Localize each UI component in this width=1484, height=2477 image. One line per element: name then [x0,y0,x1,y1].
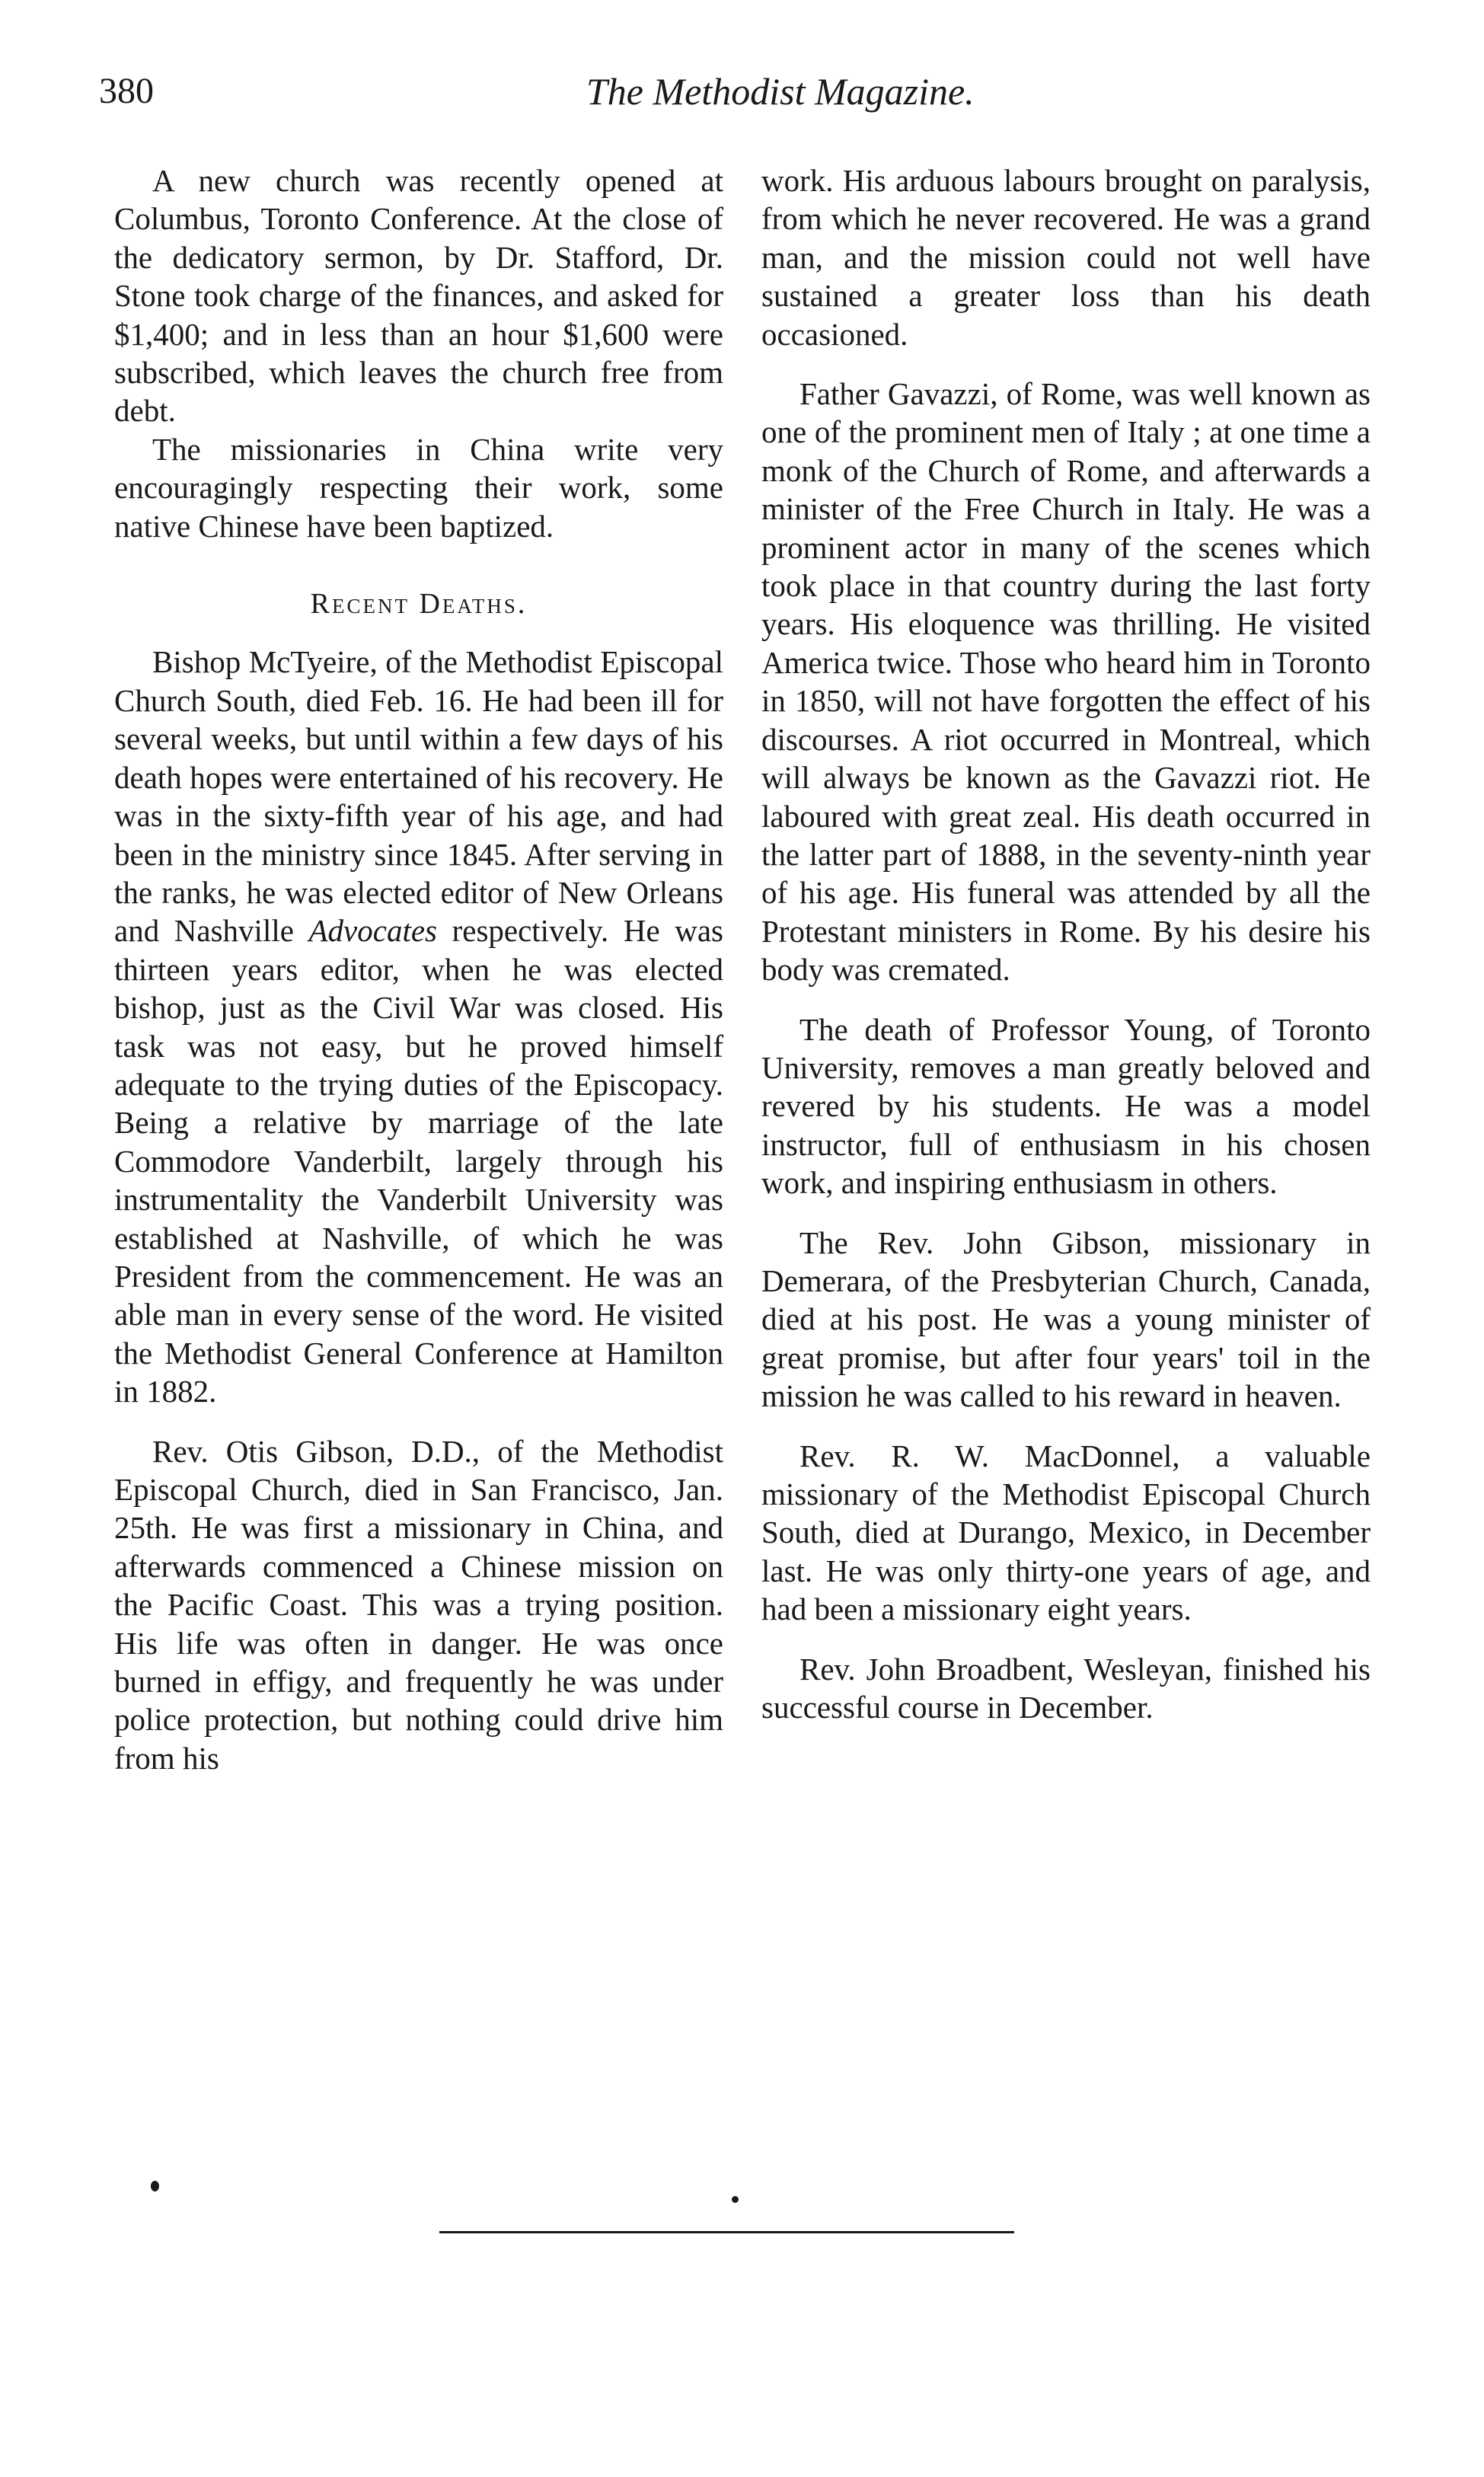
text-run: Bishop McTyeire, of the Methodist Episcopal Church South, died Feb. 16. He had been ill for several weeks, but until within a few days of his death hopes were entertained of his recovery. He was in the sixty-fifth year of his age, and had been in the ministry since 1845. After serving in the ranks, he was elected editor of New Orleans and Nashville [114,644,723,949]
paragraph-john-broadbent: Rev. John Broadbent, Wesleyan, finished his successful course in December. [761,1651,1371,1725]
italic-title: Advocates [308,913,437,949]
footer-rule [439,2231,1014,2233]
paragraph-john-gibson: The Rev. John Gibson, missionary in Demerara, of the Presbyterian Church, Canada, died at his post. He was a young minister of great promise, but after four years' toil in the mission he was called to his reward in heaven. [761,1224,1371,1414]
running-title: The Methodist Magazine. [586,70,975,113]
paragraph-macdonnel: Rev. R. W. MacDonnel, a valuable missionary of the Methodist Episcopal Church South, died at Durango, Mexico, in December last. He was only thirty-one years of age, and had been a missionary eight years. [761,1438,1371,1627]
paragraph-bishop-mctyeire [114,643,723,1410]
ink-speck [151,2181,159,2191]
page-number: 380 [99,71,154,111]
left-column [114,161,723,1777]
paragraph-otis-gibson: Rev. Otis Gibson, D.D., of the Methodist Episcopal Church, died in San Francisco, Jan. 25th. He was first a missionary in China, and afterwards commenced a Chinese mission on the Pacific Coast. This was a trying position. His life was often in danger. He was once burned in effigy, and frequently he was under police protection, but nothing could drive him from his [114,1433,723,1776]
paragraph-continued: work. His arduous labours brought on paralysis, from which he never recovered. He was a grand man, and the mission could not well have sustained a greater loss than his death occasioned. [761,163,1371,352]
paragraph-father-gavazzi: Father Gavazzi, of Rome, was well known as one of the prominent men of Italy ; at one time a monk of the Church of Rome, and afterwards a minister of the Free Church in Italy. He was a prominent actor in many of the scenes which took place in that country during the last forty years. His eloquence was thrilling. He visited America twice. Those who heard him in Toronto in 1850, will not have forgotten the effect of his discourses. A riot occurred in Montreal, which will always be known as the Gavazzi riot. He laboured with great zeal. His death occurred in the latter part of 1888, in the seventy-ninth year of his age. His funeral was attended by all the Protestant ministers in Rome. By his desire his body was cremated. [761,376,1371,988]
text-run: respectively. He was thirteen years editor, when he was elected bishop, just as the Civil War was closed. His task was not easy, but he proved himself adequate to the trying duties of the Episcopacy. Being a relative by marriage of the late Commodore Vanderbilt, largely through his instrumentality the Vanderbilt University was established at Nashville, of which he was President from the commencement. He was an able man in every sense of the word. He visited the Methodist General Conference at Hamilton in 1882. [114,913,723,1409]
section-heading-recent-deaths: Recent Deaths. [310,588,528,621]
paragraph-columbus-church: A new church was recently opened at Columbus, Toronto Conference. At the close of the dedicatory sermon, by Dr. Stafford, Dr. Stone took charge of the finances, and asked for $1,400; and in less than an hour $1,600 were subscribed, which leaves the church free from debt. [114,163,723,429]
right-column [761,161,1371,1726]
paragraph-professor-young: The death of Professor Young, of Toronto University, removes a man greatly beloved and revered by his students. He was a model instructor, full of enthusiasm in his chosen work, and inspiring enthusiasm in others. [761,1011,1371,1201]
page-header [99,67,1355,128]
paragraph-china-missionaries: The missionaries in China write very encouragingly respecting their work, some native Chinese have been baptized. [114,431,723,544]
ink-speck [732,2196,739,2203]
